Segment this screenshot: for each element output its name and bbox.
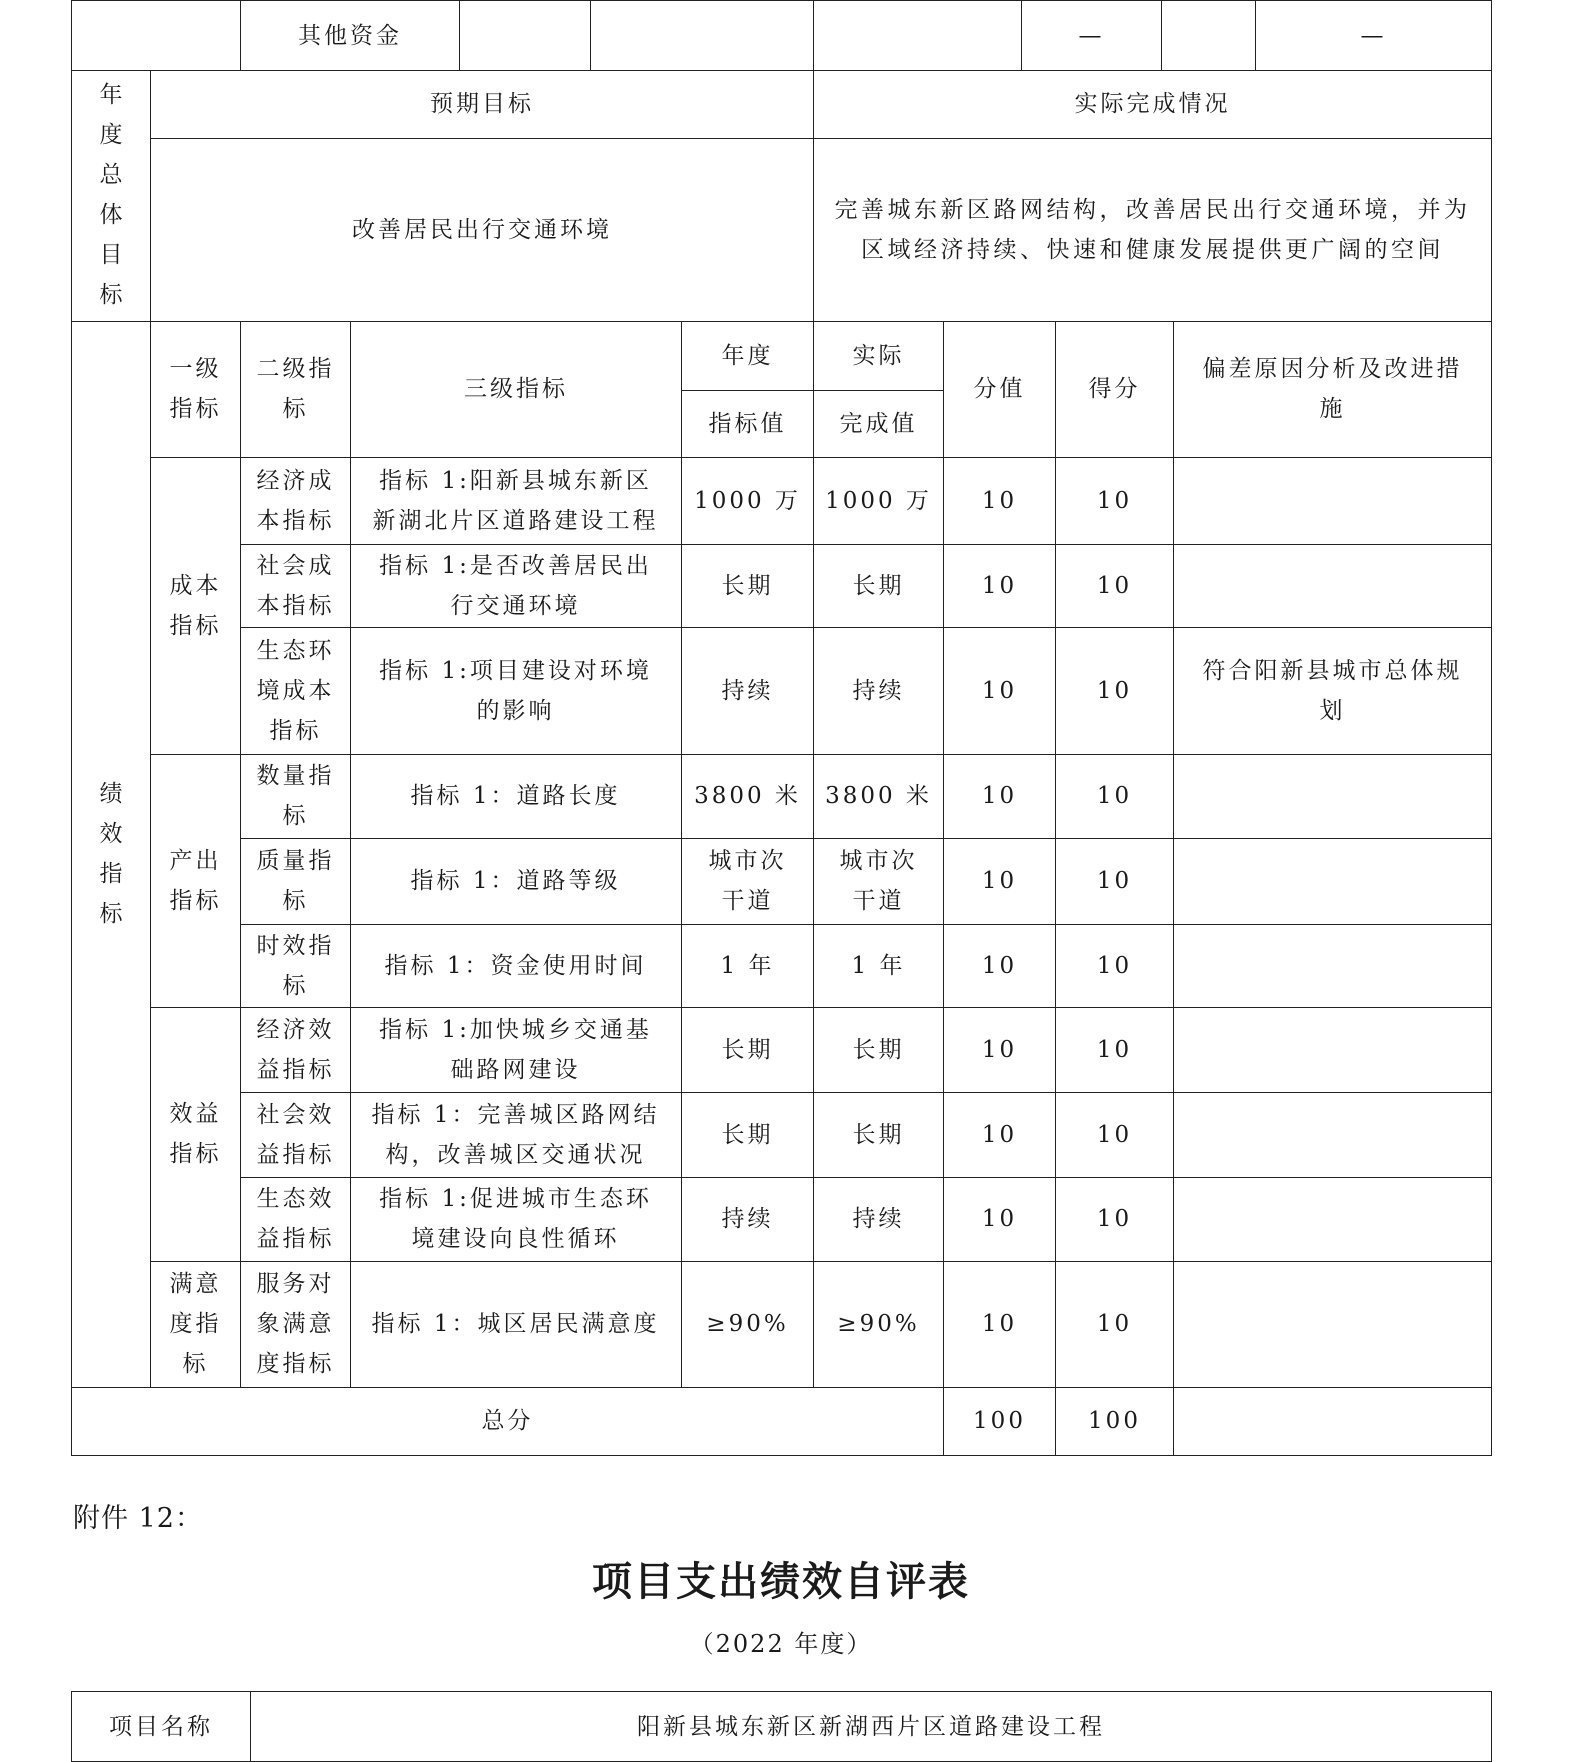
actual-completion-header: 实际完成情况 bbox=[814, 70, 1492, 138]
level2-label: 服务对象满意度指标 bbox=[256, 1271, 335, 1377]
level2-cell bbox=[241, 544, 351, 627]
level3-indicator: 指标 1:阳新县城东新区新湖北片区道路建设工程 bbox=[351, 457, 682, 544]
actual-completion-value: 持续 bbox=[814, 1177, 944, 1261]
level3-indicator: 指标 1:项目建设对环境的影响 bbox=[351, 627, 682, 754]
level2-cell bbox=[241, 1007, 351, 1092]
attachment-label: 附件 12： bbox=[73, 1503, 203, 1534]
form-title: 项目支出绩效自评表 bbox=[592, 1558, 970, 1605]
level3-indicator: 指标 1:加快城乡交通基础路网建设 bbox=[351, 1007, 682, 1092]
level2-label: 质量指标 bbox=[256, 848, 335, 914]
annual-target-value: 持续 bbox=[682, 627, 814, 754]
actual-completion-cell bbox=[814, 838, 944, 924]
total-label: 总分 bbox=[72, 1387, 944, 1455]
deviation-analysis bbox=[1174, 1092, 1492, 1177]
score-value: 10 bbox=[944, 838, 1056, 924]
level2-cell bbox=[241, 838, 351, 924]
empty-cell bbox=[72, 1, 241, 71]
level1-output bbox=[151, 754, 241, 1007]
deviation-analysis: 符合阳新县城市总体规划 bbox=[1174, 627, 1492, 754]
level3-indicator: 指标 1:是否改善居民出行交通环境 bbox=[351, 544, 682, 627]
header-score: 得分 bbox=[1056, 321, 1174, 457]
header-level3: 三级指标 bbox=[351, 321, 682, 457]
level2-label: 时效指标 bbox=[256, 932, 335, 999]
level3-indicator: 指标 1:促进城市生态环境建设向良性循环 bbox=[351, 1177, 682, 1261]
project-name-table bbox=[71, 1691, 1492, 1762]
level3-indicator: 指标 1：完善城区路网结构，改善城区交通状况 bbox=[351, 1092, 682, 1177]
goal-performance-table bbox=[71, 70, 1492, 1456]
actual-completion-value: 长期 bbox=[814, 544, 944, 627]
score: 10 bbox=[1056, 754, 1174, 838]
header-level1-text: 一级指标 bbox=[169, 356, 222, 422]
actual-completion-value: 城市次干道 bbox=[839, 848, 918, 914]
annual-target-value: 1 年 bbox=[682, 924, 814, 1007]
annual-target-value: 长期 bbox=[682, 1007, 814, 1092]
level2-cell bbox=[241, 924, 351, 1007]
actual-completion-value: 1 年 bbox=[814, 924, 944, 1007]
score: 10 bbox=[1056, 1177, 1174, 1261]
header-level2 bbox=[241, 321, 351, 457]
header-actual-top: 实际 bbox=[814, 321, 944, 390]
annual-target-value: 城市次干道 bbox=[708, 848, 787, 914]
actual-completion-value: 长期 bbox=[814, 1092, 944, 1177]
score: 10 bbox=[1056, 924, 1174, 1007]
project-name-label: 项目名称 bbox=[72, 1692, 251, 1762]
level2-label: 社会成本指标 bbox=[256, 552, 335, 619]
level2-cell bbox=[241, 1177, 351, 1261]
level1-label: 满意度指标 bbox=[169, 1271, 222, 1377]
level3-indicator: 指标 1：资金使用时间 bbox=[351, 924, 682, 1007]
actual-completion-cell bbox=[814, 138, 1492, 321]
score-value: 10 bbox=[944, 1177, 1056, 1261]
deviation-analysis bbox=[1174, 838, 1492, 924]
score-value: 10 bbox=[944, 1007, 1056, 1092]
expected-goal-text: 改善居民出行交通环境 bbox=[151, 138, 814, 321]
score: 10 bbox=[1056, 1007, 1174, 1092]
deviation-analysis bbox=[1174, 1007, 1492, 1092]
actual-completion-value: 3800 米 bbox=[814, 754, 944, 838]
total-deviation bbox=[1174, 1387, 1492, 1455]
level2-label: 经济效益指标 bbox=[256, 1016, 335, 1083]
empty-cell bbox=[1162, 1, 1256, 71]
total-score: 100 bbox=[1056, 1387, 1174, 1455]
form-year: （2022 年度） bbox=[689, 1630, 873, 1658]
level2-cell bbox=[241, 1261, 351, 1387]
level1-satisfaction bbox=[151, 1261, 241, 1387]
dash-cell: — bbox=[1256, 1, 1492, 71]
actual-completion-value: 长期 bbox=[814, 1007, 944, 1092]
annual-target-value: ≥90% bbox=[682, 1261, 814, 1387]
level1-label: 成本指标 bbox=[169, 572, 222, 639]
other-funds-label: 其他资金 bbox=[241, 1, 460, 71]
dash-cell: — bbox=[1022, 1, 1162, 71]
performance-section-text: 绩效指标 bbox=[99, 781, 123, 927]
actual-completion-value: 1000 万 bbox=[814, 457, 944, 544]
header-deviation bbox=[1174, 321, 1492, 457]
level3-indicator: 指标 1：道路长度 bbox=[351, 754, 682, 838]
score-value: 10 bbox=[944, 754, 1056, 838]
actual-completion-value: 持续 bbox=[814, 627, 944, 754]
header-deviation-text: 偏差原因分析及改进措施 bbox=[1202, 356, 1463, 422]
header-annual-top: 年度 bbox=[682, 321, 814, 390]
header-level1 bbox=[151, 321, 241, 457]
actual-completion-value: ≥90% bbox=[814, 1261, 944, 1387]
score: 10 bbox=[1056, 1261, 1174, 1387]
header-annual-bottom: 指标值 bbox=[682, 390, 814, 457]
score-value: 10 bbox=[944, 1092, 1056, 1177]
performance-section-label bbox=[72, 321, 151, 1387]
score-value: 10 bbox=[944, 544, 1056, 627]
score: 10 bbox=[1056, 838, 1174, 924]
score: 10 bbox=[1056, 544, 1174, 627]
annual-target-value: 持续 bbox=[682, 1177, 814, 1261]
deviation-analysis bbox=[1174, 457, 1492, 544]
score: 10 bbox=[1056, 457, 1174, 544]
score-value: 10 bbox=[944, 1261, 1056, 1387]
annual-target-value: 长期 bbox=[682, 544, 814, 627]
level2-label: 经济成本指标 bbox=[256, 467, 335, 534]
annual-target-cell bbox=[682, 838, 814, 924]
level2-cell bbox=[241, 754, 351, 838]
level3-indicator: 指标 1：道路等级 bbox=[351, 838, 682, 924]
level3-indicator: 指标 1：城区居民满意度 bbox=[351, 1261, 682, 1387]
annual-target-value: 1000 万 bbox=[682, 457, 814, 544]
empty-cell bbox=[814, 1, 1022, 71]
empty-cell bbox=[591, 1, 814, 71]
level1-label: 产出指标 bbox=[169, 847, 222, 914]
level2-label: 数量指标 bbox=[256, 763, 335, 829]
expected-goal-header: 预期目标 bbox=[151, 70, 814, 138]
total-score-value: 100 bbox=[944, 1387, 1056, 1455]
deviation-analysis bbox=[1174, 754, 1492, 838]
actual-completion-text: 完善城东新区路网结构，改善居民出行交通环境，并为区域经济持续、快速和健康发展提供更广阔的空间 bbox=[834, 196, 1471, 263]
empty-cell bbox=[460, 1, 591, 71]
annual-target-value: 长期 bbox=[682, 1092, 814, 1177]
level2-label: 生态环境成本指标 bbox=[256, 637, 335, 744]
score: 10 bbox=[1056, 1092, 1174, 1177]
deviation-analysis bbox=[1174, 924, 1492, 1007]
deviation-analysis bbox=[1174, 544, 1492, 627]
deviation-analysis bbox=[1174, 1177, 1492, 1261]
level1-cost bbox=[151, 457, 241, 754]
annual-goal-section-text: 年度总体目标 bbox=[99, 82, 123, 309]
header-level2-text: 二级指标 bbox=[256, 356, 335, 422]
level2-cell bbox=[241, 1092, 351, 1177]
level1-benefit bbox=[151, 1007, 241, 1261]
level2-cell bbox=[241, 457, 351, 544]
annual-goal-section-label bbox=[72, 70, 151, 321]
score: 10 bbox=[1056, 627, 1174, 754]
header-actual-bottom: 完成值 bbox=[814, 390, 944, 457]
level1-label: 效益指标 bbox=[169, 1101, 222, 1167]
score-value: 10 bbox=[944, 627, 1056, 754]
header-score-value: 分值 bbox=[944, 321, 1056, 457]
score-value: 10 bbox=[944, 457, 1056, 544]
annual-target-value: 3800 米 bbox=[682, 754, 814, 838]
level2-label: 社会效益指标 bbox=[256, 1101, 335, 1168]
funding-continuation-table bbox=[71, 0, 1492, 71]
level2-cell bbox=[241, 627, 351, 754]
project-name-value: 阳新县城东新区新湖西片区道路建设工程 bbox=[251, 1692, 1492, 1762]
score-value: 10 bbox=[944, 924, 1056, 1007]
deviation-analysis bbox=[1174, 1261, 1492, 1387]
level2-label: 生态效益指标 bbox=[256, 1186, 335, 1252]
